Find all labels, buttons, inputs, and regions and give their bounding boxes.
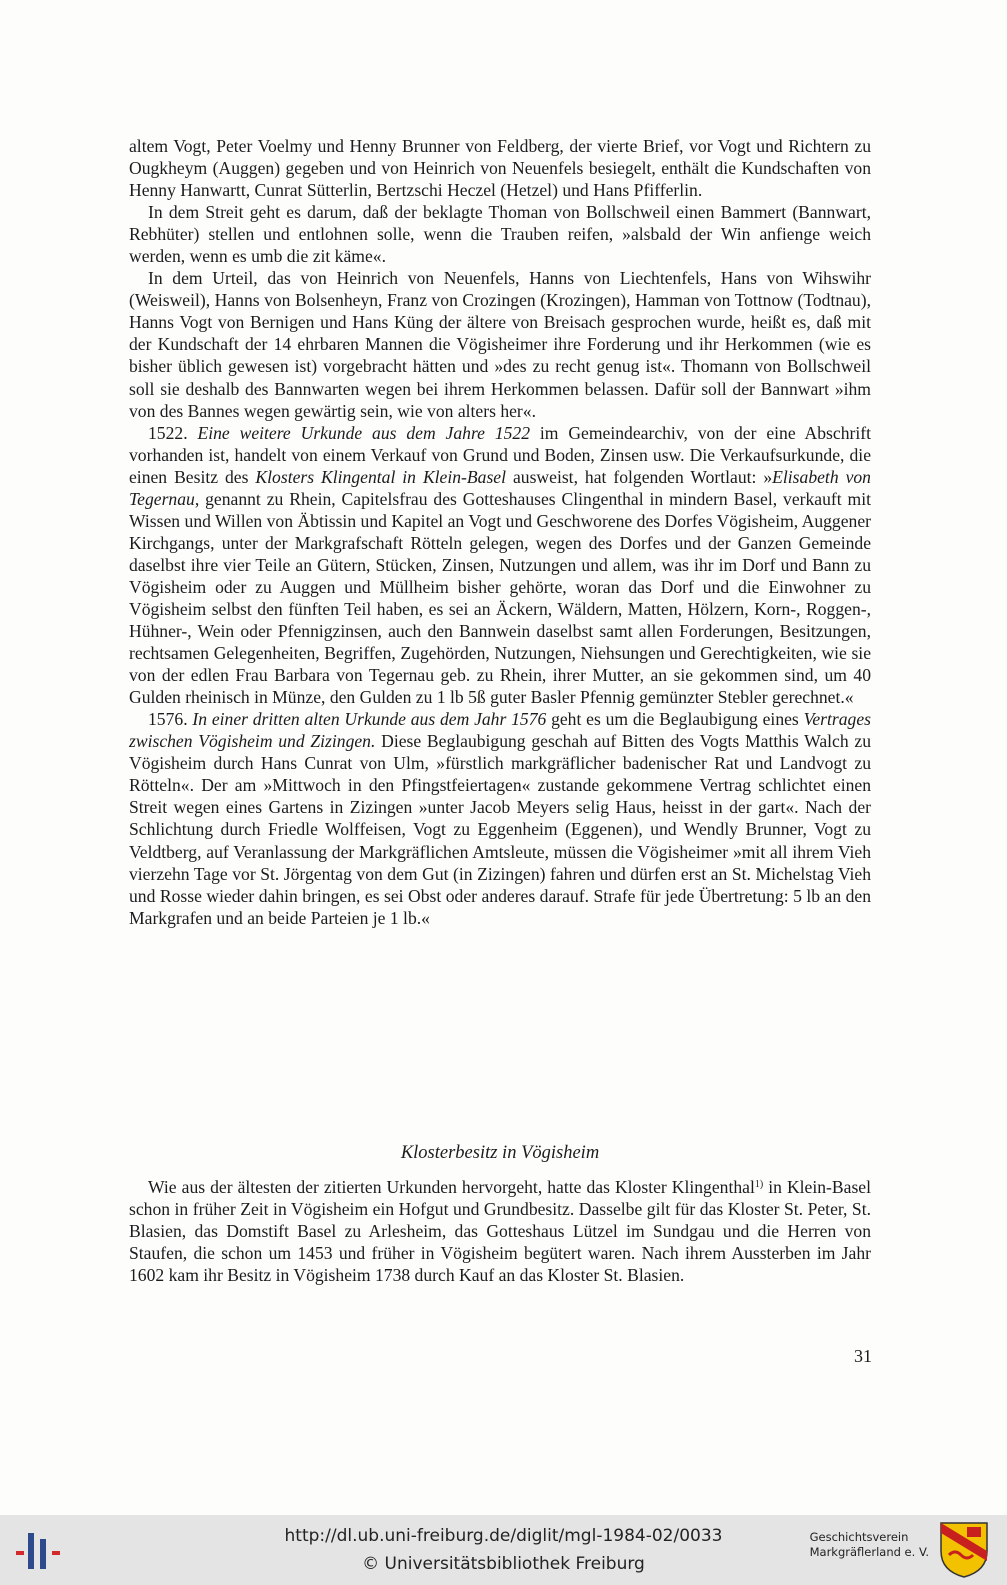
footnote-marker: 1) [754, 1179, 764, 1190]
paragraph [129, 1176, 871, 1286]
italic-phrase: Klosters Klingental in Klein-Basel [255, 466, 507, 487]
text-run: Diese Beglaubigung geschah auf Bitten des Vogts Matthis Walch zu Vögisheim durch Hans Cunrat von Ulm, »fürstlich markgräflicher badenischer Rat und Landvogt zu Rötteln«. Der am »Mittwoch in den Pfingstfeiertagen« zustande gekommene Vertrag schlichtet einen Streit wegen eines Gartens in Zizingen »unter Jacob Meyers selig Haus, heisst in der gart«. Nach der Schlichtung durch Friedle Wolffeisen, Vogt zu Eggenheim (Eggenen), und Wendly Brunner, Vogt zu Veldtberg, auf Veranlassung der Markgräflichen Amtsleute, müssen die Vögisheimer »mit all ihrem Vieh vierzehn Tage vor St. Jörgentag von dem Gut (in Zizingen) fahren und dürfen erst an St. Michelstag Vieh und Rosse wieder dahin bringen, es sei Obst oder anderes darauf. Strafe für jede Übertretung: 5 lb an den Markgrafen und an beide Parteien je 1 lb.« [129, 731, 871, 928]
section-text [129, 1176, 871, 1286]
text-run: ausweist, hat folgenden Wortlaut: » [506, 466, 773, 487]
main-text [129, 135, 871, 929]
paragraph: altem Vogt, Peter Voelmy und Henny Brunner von Feldberg, der vierte Brief, vor Vogt und Richtern zu Ougkheym (Auggen) gegeben und von Heinrich von Neuenfels besiegelt, enthält die Kundschaften von Henny Hanwartt, Cunrat Sütterlin, Bertzschi Heczel (Hetzel) und Hans Pfifferlin. [129, 136, 871, 201]
paragraph-1576 [129, 708, 871, 928]
italic-phrase: Elisabeth von Tegernau [129, 466, 871, 509]
society-line: Markgräflerland e. V. [809, 1545, 929, 1559]
page-number: 31 [854, 1346, 872, 1366]
coat-of-arms-icon [939, 1521, 989, 1579]
italic-phrase: Vertrages zwischen Vögisheim und Zizingen. [129, 709, 871, 752]
society-line: Geschichtsverein [809, 1530, 909, 1544]
paragraph-1522 [129, 422, 871, 709]
section-heading: Klosterbesitz in Vögisheim [400, 1143, 600, 1163]
paragraph: In dem Streit geht es darum, daß der beklagte Thoman von Bollschweil einen Bammert (Bannwart, Rebhüter) stellen und entlohnen solle, wenn die Trauben reifen, »alsbald der Win anfienge weich werden, wenn es umb die zit käme«. [129, 202, 871, 267]
society-name [810, 1530, 929, 1560]
footer-bar [0, 1515, 1007, 1585]
copyright-text: © Universitätsbibliothek Freiburg [362, 1554, 645, 1574]
document-url-link[interactable]: http://dl.ub.uni-freiburg.de/diglit/mgl-1984-02/0033 [284, 1526, 723, 1546]
year-label: 1576. [148, 709, 188, 730]
text-run: geht es um die Beglaubigung eines [546, 709, 804, 730]
italic-phrase: Eine weitere Urkunde aus dem Jahre 1522 [197, 422, 531, 443]
text-run: in Klein-Basel schon in früher Zeit in Vögisheim ein Hofgut und Grundbesitz. Dasselbe gilt für das Kloster St. Peter, St. Blasien, das Domstift Basel zu Arlesheim, das Gotteshaus Lützel im Sundgau und die Herren von Staufen, die schon um 1453 und früher in Vögisheim begütert waren. Nach ihrem Aussterben im Jahr 1602 kam ihr Besitz in Vögisheim 1738 durch Kauf an das Kloster St. Blasien. [129, 1177, 871, 1286]
text-run: , genannt zu Rhein, Capitelsfrau des Gotteshauses Clingenthal in mindern Basel, verkauft mit Wissen und Willen von Äbtissin und Kapitel an Vogt und Geschworene des Dorfes Vögisheim, Auggener Kirchgangs, unter der Markgrafschaft Rötteln gelegen, wegen des Dorfes und der Ganzen Gemeinde daselbst ihre vier Teile an Gütern, Stücken, Zinsen, Nutzungen und allem, was ihr im Dorf und Bann zu Vögisheim oder zu Auggen und Müllheim bisher gehörte, woran das Dorf und die Einwohner zu Vögisheim selbst den fünften Teil haben, es sei an Äckern, Wäldern, Matten, Hölzern, Korn-, Roggen-, Hühner-, Wein oder Pfennigzinsen, auch den Bannwein daselbst samt allen Forderungen, Besitzungen, rechtsamen Gelegenheiten, Begriffen, Zugehörden, Nutzungen, Niehsungen und Gerechtigkeiten, wie sie von der edlen Frau Barbara von Tegernau geb. zu Rhein, ihrer Mutter, an sie gekommen sind, um 40 Gulden rheinisch in Münze, den Gulden zu 1 lb 5ß guter Basler Pfennig gemünzter Stebler gerechnet.« [129, 488, 871, 708]
text-run: im Gemeindearchiv, von der eine Abschrift vorhanden ist, handelt von einem Verkauf von Grund und Boden, Zinsen usw. Die Verkaufsurkunde, die einen Besitz des [129, 422, 872, 487]
paragraph: In dem Urteil, das von Heinrich von Neuenfels, Hanns von Liechtenfels, Hans von Wihswihr (Weisweil), Hanns von Bolsenheyn, Franz von Crozingen (Krozingen), Hamman von Tottnow (Todtnau), Hanns Vogt von Bernigen und Hans Küng der ältere von Breisach gesprochen wurde, heißt es, daß mit der Kundschaft der 14 ehrbaren Mannen die Vögisheimer ihre Forderung und ihr Herkommen (wie es bisher üblich gewesen ist) vorgebracht hätten und »des zu recht genug ist«. Thomann von Bollschweil soll sie deshalb des Bannwarten wegen bei ihrem Herkommen belassen. Dafür soll der Bannwart »ihm von des Bannes wegen gewärtig sein, wie von alters her«. [129, 268, 871, 421]
year-label: 1522. [148, 422, 188, 443]
italic-phrase: In einer dritten alten Urkunde aus dem Jahr 1576 [192, 709, 547, 730]
text-run: Wie aus der ältesten der zitierten Urkunden hervorgeht, hatte das Kloster Klingenthal [148, 1177, 755, 1197]
